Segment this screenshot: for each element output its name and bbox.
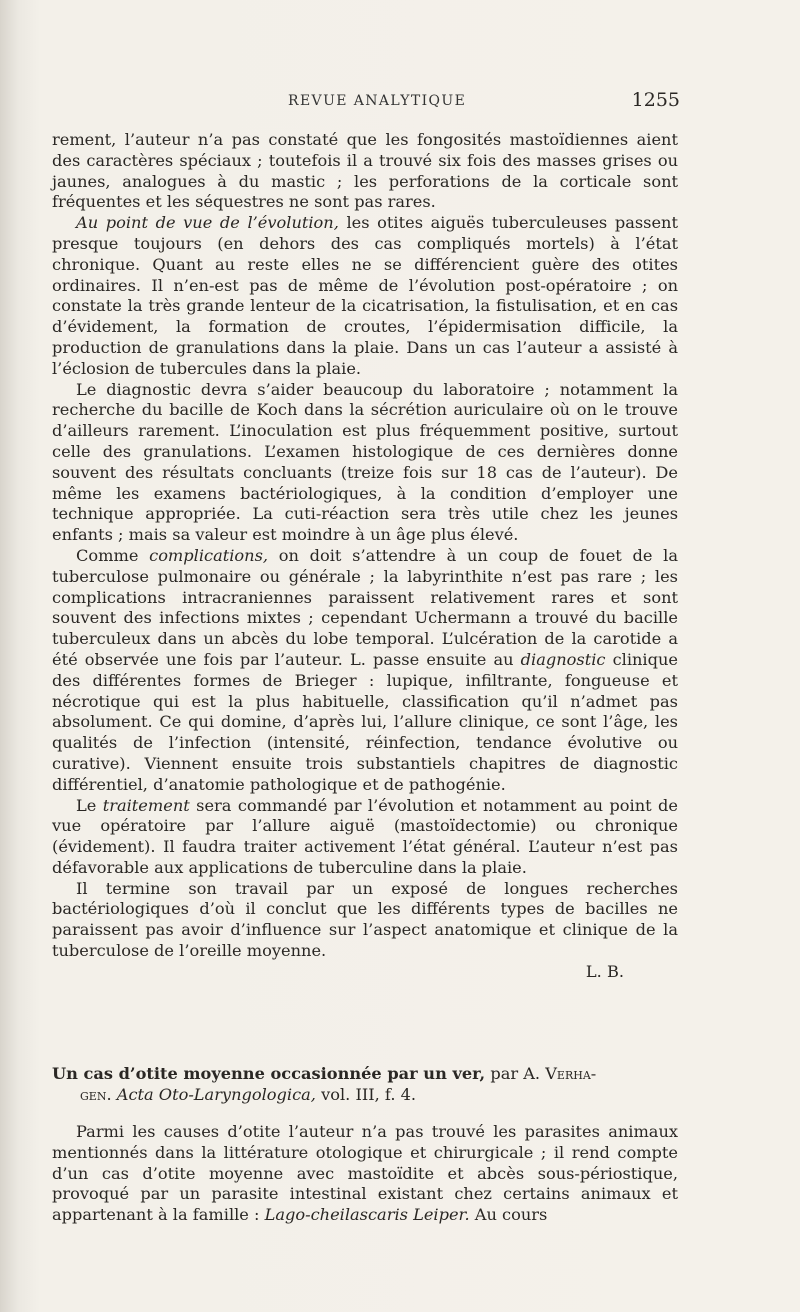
paragraph-4 bbox=[52, 546, 678, 796]
paragraph-6-text: Il termine son travail par un exposé de longues recherches bactériologiques d’où il conclut que les différents types de bacilles ne paraissent pas avoir d’influence sur l’aspect anatomique et clinique de la tuberculose de l’oreille moyenne. bbox=[52, 878, 678, 961]
article-by: par A. bbox=[485, 1064, 546, 1083]
evolution-emphasis: Au point de vue de l’évolution, bbox=[76, 213, 339, 233]
paragraph-3: Le diagnostic devra s’aider beaucoup du laboratoire ; notamment la recherche du bacille de Koch dans la sécrétion auriculaire où on le trouve d’ailleurs rarement. L’inoculation est plus fréquemment positive, surtout celle des granulations. L’examen histologique de ces dernières donne souvent des résultats concluants (treize fois sur 18 cas de l’auteur). De même les examens bactériologiques, à la condition d’employer une technique appropriée. La cuti-réaction sera très utile chez les jeunes enfants ; mais sa valeur est moindre à un âge plus élevé. bbox=[52, 379, 678, 545]
article-heading-line-2 bbox=[52, 1084, 678, 1105]
traitement-emphasis: traitement bbox=[102, 795, 190, 815]
complications-emphasis: complications, bbox=[149, 545, 269, 565]
diagnostic-emphasis: diagnostic bbox=[520, 649, 606, 669]
paragraph-5-a: Le bbox=[76, 795, 103, 815]
signature-line bbox=[52, 962, 678, 983]
paragraph-4-c: clinique des différentes formes de Brieger : lupique, infiltrante, fongueuse et nécrotique qui est la plus habituelle, classification qu’il n’admet pas absolument. Ce qui domine, d’après lui, l’allure clinique, ce sont l’âge, les qualités de l’infection (intensité, réinfection, tendance évolutive ou curative). Viennent ensuite trois substantiels chapitres de diagnostic différentiel, d’anatomie pathologique et de pathogénie. bbox=[52, 649, 678, 794]
paragraph-5-b: sera commandé par l’évolution et notamment au point de vue opératoire par l’allure aiguë (mastoïdectomie) ou chronique (évidement). Il faudra traiter activement l’état général. L’auteur n’est pas défavorable aux applications de tuberculine dans la plaie. bbox=[52, 795, 678, 877]
paragraph-4-b: on doit s’attendre à un coup de fouet de la tuberculose pulmonaire ou générale ; la labyrinthite n’est pas rare ; les complications intracraniennes paraissent relativement rares et sont souvent des infections mixtes ; cependant Uchermann a trouvé du bacille tuberculeux dans un abcès du lobe temporal. L’ulcération de la carotide a été observée une fois par l’auteur. L. passe ensuite au bbox=[52, 545, 678, 669]
page-number: 1255 bbox=[631, 89, 680, 111]
article-title: Un cas d’otite moyenne occasionnée par un ver, bbox=[52, 1064, 486, 1083]
paragraph-2-text: les otites aiguës tuberculeuses passent presque toujours (en dehors des cas compliqués mortels) à l’état chronique. Quant au reste elles ne se différencient guère des otites ordinaires. Il n’en-est pas de même de l’évolution post-opératoire ; on constate la très grande lenteur de la cicatrisation, la fistulisation, et en cas d’évidement, la formation de croutes, l’épidermisation difficile, la production de granulations dans la plaie. Dans un cas l’auteur a assisté à l’éclosion de tubercules dans la plaie. bbox=[52, 213, 678, 378]
paragraph-2 bbox=[52, 213, 678, 379]
journal-name: Acta Oto-Laryngologica, bbox=[116, 1085, 316, 1104]
article-paragraph-1-a: Parmi les causes d’otite l’auteur n’a pas trouvé les parasites animaux mentionnés dans la littérature otologique et chirurgicale ; il rend compte d’un cas d’otite moyenne avec mastoïdite et abcès sous-périostique, provoqué par un parasite intestinal existant chez certains animaux et appartenant à la famille : bbox=[52, 1122, 678, 1225]
article-heading bbox=[52, 1063, 678, 1105]
journal-reference: vol. III, f. 4. bbox=[315, 1085, 417, 1104]
paragraph-5 bbox=[52, 796, 678, 879]
article-paragraph-1-b: Au cours bbox=[469, 1205, 548, 1225]
page-header bbox=[0, 89, 800, 117]
reviewer-signature: L. B. bbox=[585, 961, 624, 981]
article-author-part-2: gen. bbox=[80, 1085, 112, 1104]
article-paragraph-1 bbox=[52, 1122, 678, 1226]
review-text bbox=[52, 130, 678, 983]
paragraph-6 bbox=[52, 879, 678, 962]
article-author-part-1: Verha- bbox=[545, 1064, 597, 1083]
article-heading-line-1 bbox=[52, 1063, 678, 1084]
paragraph-1: rement, l’auteur n’a pas constaté que les fongosités mastoïdiennes aient des caractères spéciaux ; toutefois il a trouvé six fois des masses grises ou jaunes, analogues à du mastic ; les perforations de la corticale sont fréquentes et les séquestres ne sont pas rares. bbox=[52, 130, 678, 212]
paragraph-4-a: Comme bbox=[76, 545, 150, 565]
parasite-name: Lago-cheilascaris Leiper. bbox=[264, 1205, 470, 1225]
article-text bbox=[52, 1122, 678, 1226]
running-title: REVUE ANALYTIQUE bbox=[288, 93, 467, 109]
